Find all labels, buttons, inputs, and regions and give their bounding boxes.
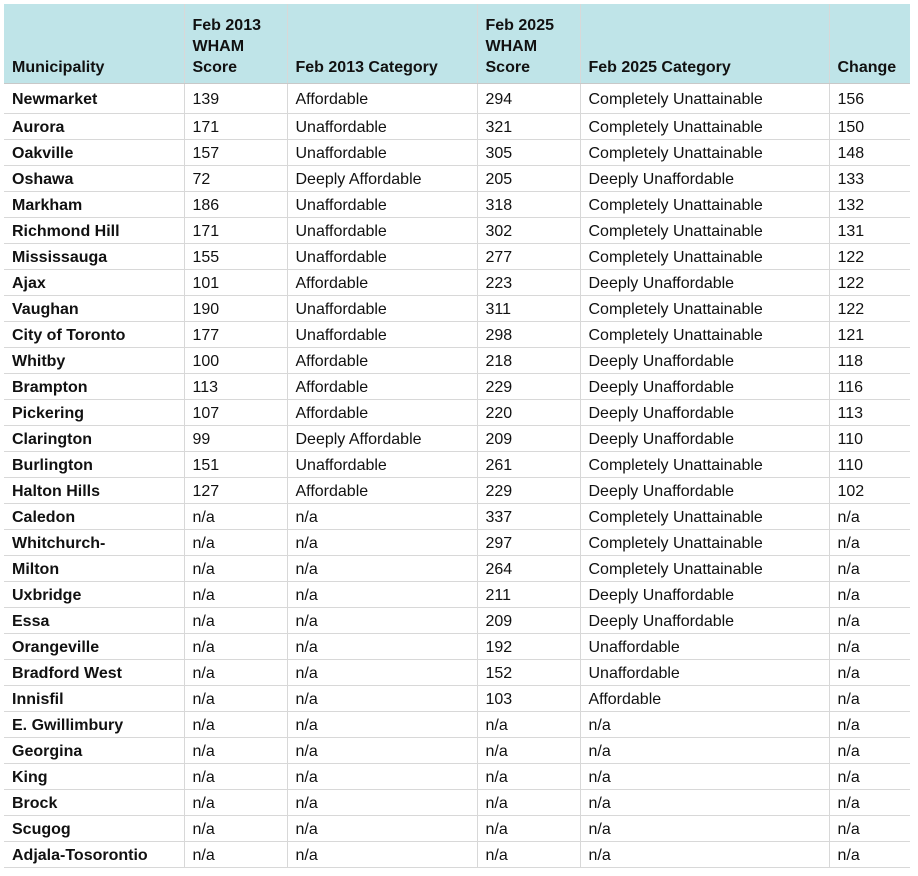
feb-2013-category-cell: n/a: [287, 685, 477, 711]
municipality-cell: Brock: [4, 789, 184, 815]
table-row: [4, 477, 910, 503]
feb-2025-score-cell: 297: [477, 529, 580, 555]
feb-2025-category-cell: Completely Unattainable: [580, 139, 829, 165]
table-row: [4, 607, 910, 633]
municipality-cell: Scugog: [4, 815, 184, 841]
municipality-cell: Caledon: [4, 503, 184, 529]
feb-2013-category-cell: n/a: [287, 555, 477, 581]
change-cell: n/a: [829, 503, 910, 529]
feb-2025-score-cell: 209: [477, 425, 580, 451]
feb-2025-category-cell: Deeply Unaffordable: [580, 165, 829, 191]
table-row: [4, 841, 910, 867]
feb-2013-category-cell: Unaffordable: [287, 451, 477, 477]
feb-2013-category-cell: Unaffordable: [287, 113, 477, 139]
feb-2013-score-cell: 171: [184, 113, 287, 139]
feb-2013-score-cell: 101: [184, 269, 287, 295]
change-cell: n/a: [829, 841, 910, 867]
feb-2013-score-cell: n/a: [184, 685, 287, 711]
table-row: [4, 139, 910, 165]
feb-2025-score-cell: 192: [477, 633, 580, 659]
feb-2025-score-cell: 277: [477, 243, 580, 269]
feb-2025-category-cell: n/a: [580, 841, 829, 867]
feb-2025-category-cell: Deeply Unaffordable: [580, 425, 829, 451]
feb-2013-category-cell: Affordable: [287, 269, 477, 295]
feb-2013-score-cell: 113: [184, 373, 287, 399]
feb-2013-score-cell: 100: [184, 347, 287, 373]
feb-2025-score-cell: 218: [477, 347, 580, 373]
table-row: [4, 243, 910, 269]
feb-2013-category-cell: Affordable: [287, 83, 477, 113]
municipality-cell: Oakville: [4, 139, 184, 165]
feb-2013-score-cell: 155: [184, 243, 287, 269]
feb-2013-category-cell: Unaffordable: [287, 243, 477, 269]
change-cell: 102: [829, 477, 910, 503]
municipality-cell: Richmond Hill: [4, 217, 184, 243]
feb-2013-category-cell: n/a: [287, 841, 477, 867]
feb-2025-category-cell: Deeply Unaffordable: [580, 607, 829, 633]
municipality-cell: Clarington: [4, 425, 184, 451]
change-cell: 121: [829, 321, 910, 347]
feb-2013-category-cell: n/a: [287, 789, 477, 815]
table-row: [4, 191, 910, 217]
municipality-cell: Innisfil: [4, 685, 184, 711]
feb-2025-category-cell: n/a: [580, 815, 829, 841]
change-cell: n/a: [829, 737, 910, 763]
municipality-cell: Georgina: [4, 737, 184, 763]
change-cell: 156: [829, 83, 910, 113]
feb-2013-score-cell: 107: [184, 399, 287, 425]
change-cell: 113: [829, 399, 910, 425]
feb-2025-category-cell: Completely Unattainable: [580, 243, 829, 269]
table-row: [4, 711, 910, 737]
feb-2025-score-cell: 298: [477, 321, 580, 347]
feb-2025-category-cell: Deeply Unaffordable: [580, 347, 829, 373]
feb-2013-score-cell: 190: [184, 295, 287, 321]
table-row: [4, 373, 910, 399]
feb-2025-score-cell: n/a: [477, 711, 580, 737]
header-feb-2025-score: Feb 2025 WHAM Score: [477, 4, 580, 83]
feb-2013-score-cell: 171: [184, 217, 287, 243]
municipality-cell: Aurora: [4, 113, 184, 139]
feb-2013-score-cell: n/a: [184, 841, 287, 867]
municipality-cell: Burlington: [4, 451, 184, 477]
change-cell: 131: [829, 217, 910, 243]
change-cell: n/a: [829, 815, 910, 841]
feb-2013-category-cell: n/a: [287, 659, 477, 685]
feb-2025-category-cell: n/a: [580, 737, 829, 763]
municipality-cell: Pickering: [4, 399, 184, 425]
feb-2013-category-cell: Affordable: [287, 399, 477, 425]
feb-2025-score-cell: 264: [477, 555, 580, 581]
municipality-cell: Halton Hills: [4, 477, 184, 503]
table-row: [4, 425, 910, 451]
feb-2025-score-cell: 318: [477, 191, 580, 217]
municipality-cell: Adjala-Tosorontio: [4, 841, 184, 867]
change-cell: 148: [829, 139, 910, 165]
feb-2013-score-cell: 139: [184, 83, 287, 113]
table-row: [4, 581, 910, 607]
feb-2025-score-cell: 229: [477, 477, 580, 503]
table-row: [4, 347, 910, 373]
feb-2013-category-cell: Deeply Affordable: [287, 425, 477, 451]
feb-2025-score-cell: 152: [477, 659, 580, 685]
feb-2025-score-cell: 209: [477, 607, 580, 633]
feb-2013-category-cell: Unaffordable: [287, 321, 477, 347]
municipality-cell: E. Gwillimbury: [4, 711, 184, 737]
feb-2013-score-cell: n/a: [184, 529, 287, 555]
wham-affordability-table: [4, 4, 910, 868]
table-row: [4, 555, 910, 581]
municipality-cell: City of Toronto: [4, 321, 184, 347]
table-row: [4, 815, 910, 841]
change-cell: n/a: [829, 789, 910, 815]
table-row: [4, 295, 910, 321]
feb-2013-score-cell: 177: [184, 321, 287, 347]
header-row: [4, 4, 910, 83]
feb-2025-score-cell: 294: [477, 83, 580, 113]
municipality-cell: Orangeville: [4, 633, 184, 659]
feb-2013-score-cell: n/a: [184, 659, 287, 685]
feb-2025-category-cell: n/a: [580, 711, 829, 737]
municipality-cell: Vaughan: [4, 295, 184, 321]
table-row: [4, 763, 910, 789]
municipality-cell: Essa: [4, 607, 184, 633]
feb-2013-score-cell: n/a: [184, 737, 287, 763]
feb-2025-score-cell: 103: [477, 685, 580, 711]
change-cell: 132: [829, 191, 910, 217]
municipality-cell: Oshawa: [4, 165, 184, 191]
municipality-cell: Milton: [4, 555, 184, 581]
feb-2025-category-cell: Deeply Unaffordable: [580, 581, 829, 607]
feb-2013-score-cell: n/a: [184, 789, 287, 815]
table-header: [4, 4, 910, 83]
feb-2025-category-cell: Deeply Unaffordable: [580, 269, 829, 295]
feb-2013-score-cell: n/a: [184, 633, 287, 659]
feb-2013-score-cell: n/a: [184, 711, 287, 737]
municipality-cell: Ajax: [4, 269, 184, 295]
feb-2025-score-cell: n/a: [477, 841, 580, 867]
change-cell: n/a: [829, 581, 910, 607]
feb-2025-category-cell: Deeply Unaffordable: [580, 477, 829, 503]
change-cell: 122: [829, 295, 910, 321]
feb-2025-category-cell: Unaffordable: [580, 633, 829, 659]
feb-2025-category-cell: n/a: [580, 763, 829, 789]
table-body: [4, 83, 910, 867]
municipality-cell: Bradford West: [4, 659, 184, 685]
change-cell: 122: [829, 243, 910, 269]
wham-table-container: [4, 4, 912, 868]
feb-2013-score-cell: 151: [184, 451, 287, 477]
table-row: [4, 113, 910, 139]
feb-2025-category-cell: Completely Unattainable: [580, 295, 829, 321]
header-feb-2025-category: Feb 2025 Category: [580, 4, 829, 83]
feb-2013-category-cell: n/a: [287, 633, 477, 659]
municipality-cell: Whitchurch-: [4, 529, 184, 555]
feb-2013-category-cell: n/a: [287, 815, 477, 841]
change-cell: n/a: [829, 555, 910, 581]
feb-2025-score-cell: 229: [477, 373, 580, 399]
feb-2025-category-cell: Completely Unattainable: [580, 217, 829, 243]
change-cell: 122: [829, 269, 910, 295]
feb-2013-score-cell: 72: [184, 165, 287, 191]
feb-2025-category-cell: n/a: [580, 789, 829, 815]
feb-2025-category-cell: Completely Unattainable: [580, 529, 829, 555]
feb-2025-score-cell: 321: [477, 113, 580, 139]
feb-2013-score-cell: n/a: [184, 555, 287, 581]
change-cell: n/a: [829, 711, 910, 737]
change-cell: n/a: [829, 607, 910, 633]
feb-2025-score-cell: n/a: [477, 815, 580, 841]
feb-2013-category-cell: Affordable: [287, 347, 477, 373]
feb-2013-score-cell: n/a: [184, 815, 287, 841]
table-row: [4, 83, 910, 113]
change-cell: 116: [829, 373, 910, 399]
feb-2013-category-cell: Affordable: [287, 373, 477, 399]
feb-2025-category-cell: Completely Unattainable: [580, 451, 829, 477]
feb-2013-category-cell: Unaffordable: [287, 191, 477, 217]
table-row: [4, 165, 910, 191]
feb-2025-score-cell: 261: [477, 451, 580, 477]
feb-2013-category-cell: n/a: [287, 763, 477, 789]
feb-2025-category-cell: Deeply Unaffordable: [580, 373, 829, 399]
feb-2013-score-cell: 127: [184, 477, 287, 503]
change-cell: 150: [829, 113, 910, 139]
table-row: [4, 529, 910, 555]
change-cell: 110: [829, 425, 910, 451]
feb-2025-score-cell: n/a: [477, 789, 580, 815]
feb-2025-category-cell: Completely Unattainable: [580, 555, 829, 581]
feb-2025-score-cell: 220: [477, 399, 580, 425]
header-change: Change: [829, 4, 910, 83]
feb-2013-category-cell: Deeply Affordable: [287, 165, 477, 191]
feb-2013-category-cell: n/a: [287, 711, 477, 737]
feb-2025-category-cell: Completely Unattainable: [580, 113, 829, 139]
feb-2013-category-cell: Affordable: [287, 477, 477, 503]
feb-2013-category-cell: Unaffordable: [287, 139, 477, 165]
municipality-cell: Uxbridge: [4, 581, 184, 607]
feb-2025-score-cell: n/a: [477, 737, 580, 763]
feb-2013-category-cell: n/a: [287, 607, 477, 633]
table-row: [4, 269, 910, 295]
feb-2013-category-cell: Unaffordable: [287, 295, 477, 321]
feb-2013-score-cell: 157: [184, 139, 287, 165]
table-row: [4, 503, 910, 529]
feb-2025-category-cell: Completely Unattainable: [580, 83, 829, 113]
feb-2013-category-cell: Unaffordable: [287, 217, 477, 243]
municipality-cell: Newmarket: [4, 83, 184, 113]
feb-2013-score-cell: n/a: [184, 503, 287, 529]
change-cell: n/a: [829, 685, 910, 711]
feb-2013-score-cell: 99: [184, 425, 287, 451]
feb-2013-score-cell: n/a: [184, 763, 287, 789]
change-cell: n/a: [829, 763, 910, 789]
change-cell: n/a: [829, 659, 910, 685]
feb-2025-category-cell: Completely Unattainable: [580, 321, 829, 347]
feb-2025-score-cell: 223: [477, 269, 580, 295]
feb-2013-score-cell: n/a: [184, 581, 287, 607]
feb-2025-score-cell: 211: [477, 581, 580, 607]
change-cell: 133: [829, 165, 910, 191]
header-feb-2013-category: Feb 2013 Category: [287, 4, 477, 83]
feb-2025-category-cell: Completely Unattainable: [580, 503, 829, 529]
feb-2013-category-cell: n/a: [287, 581, 477, 607]
feb-2025-score-cell: 302: [477, 217, 580, 243]
feb-2025-score-cell: 205: [477, 165, 580, 191]
feb-2013-category-cell: n/a: [287, 503, 477, 529]
change-cell: n/a: [829, 529, 910, 555]
table-row: [4, 399, 910, 425]
feb-2025-category-cell: Affordable: [580, 685, 829, 711]
change-cell: 110: [829, 451, 910, 477]
municipality-cell: Whitby: [4, 347, 184, 373]
municipality-cell: Markham: [4, 191, 184, 217]
table-row: [4, 217, 910, 243]
feb-2025-score-cell: 311: [477, 295, 580, 321]
feb-2025-category-cell: Unaffordable: [580, 659, 829, 685]
table-row: [4, 737, 910, 763]
feb-2013-score-cell: 186: [184, 191, 287, 217]
feb-2025-score-cell: 337: [477, 503, 580, 529]
change-cell: n/a: [829, 633, 910, 659]
table-row: [4, 633, 910, 659]
municipality-cell: Brampton: [4, 373, 184, 399]
feb-2025-category-cell: Completely Unattainable: [580, 191, 829, 217]
feb-2025-score-cell: n/a: [477, 763, 580, 789]
municipality-cell: Mississauga: [4, 243, 184, 269]
table-row: [4, 659, 910, 685]
header-feb-2013-score: Feb 2013 WHAM Score: [184, 4, 287, 83]
feb-2013-score-cell: n/a: [184, 607, 287, 633]
table-row: [4, 789, 910, 815]
table-row: [4, 321, 910, 347]
feb-2013-category-cell: n/a: [287, 529, 477, 555]
municipality-cell: King: [4, 763, 184, 789]
change-cell: 118: [829, 347, 910, 373]
table-row: [4, 685, 910, 711]
header-municipality: Municipality: [4, 4, 184, 83]
feb-2025-score-cell: 305: [477, 139, 580, 165]
feb-2013-category-cell: n/a: [287, 737, 477, 763]
feb-2025-category-cell: Deeply Unaffordable: [580, 399, 829, 425]
table-row: [4, 451, 910, 477]
